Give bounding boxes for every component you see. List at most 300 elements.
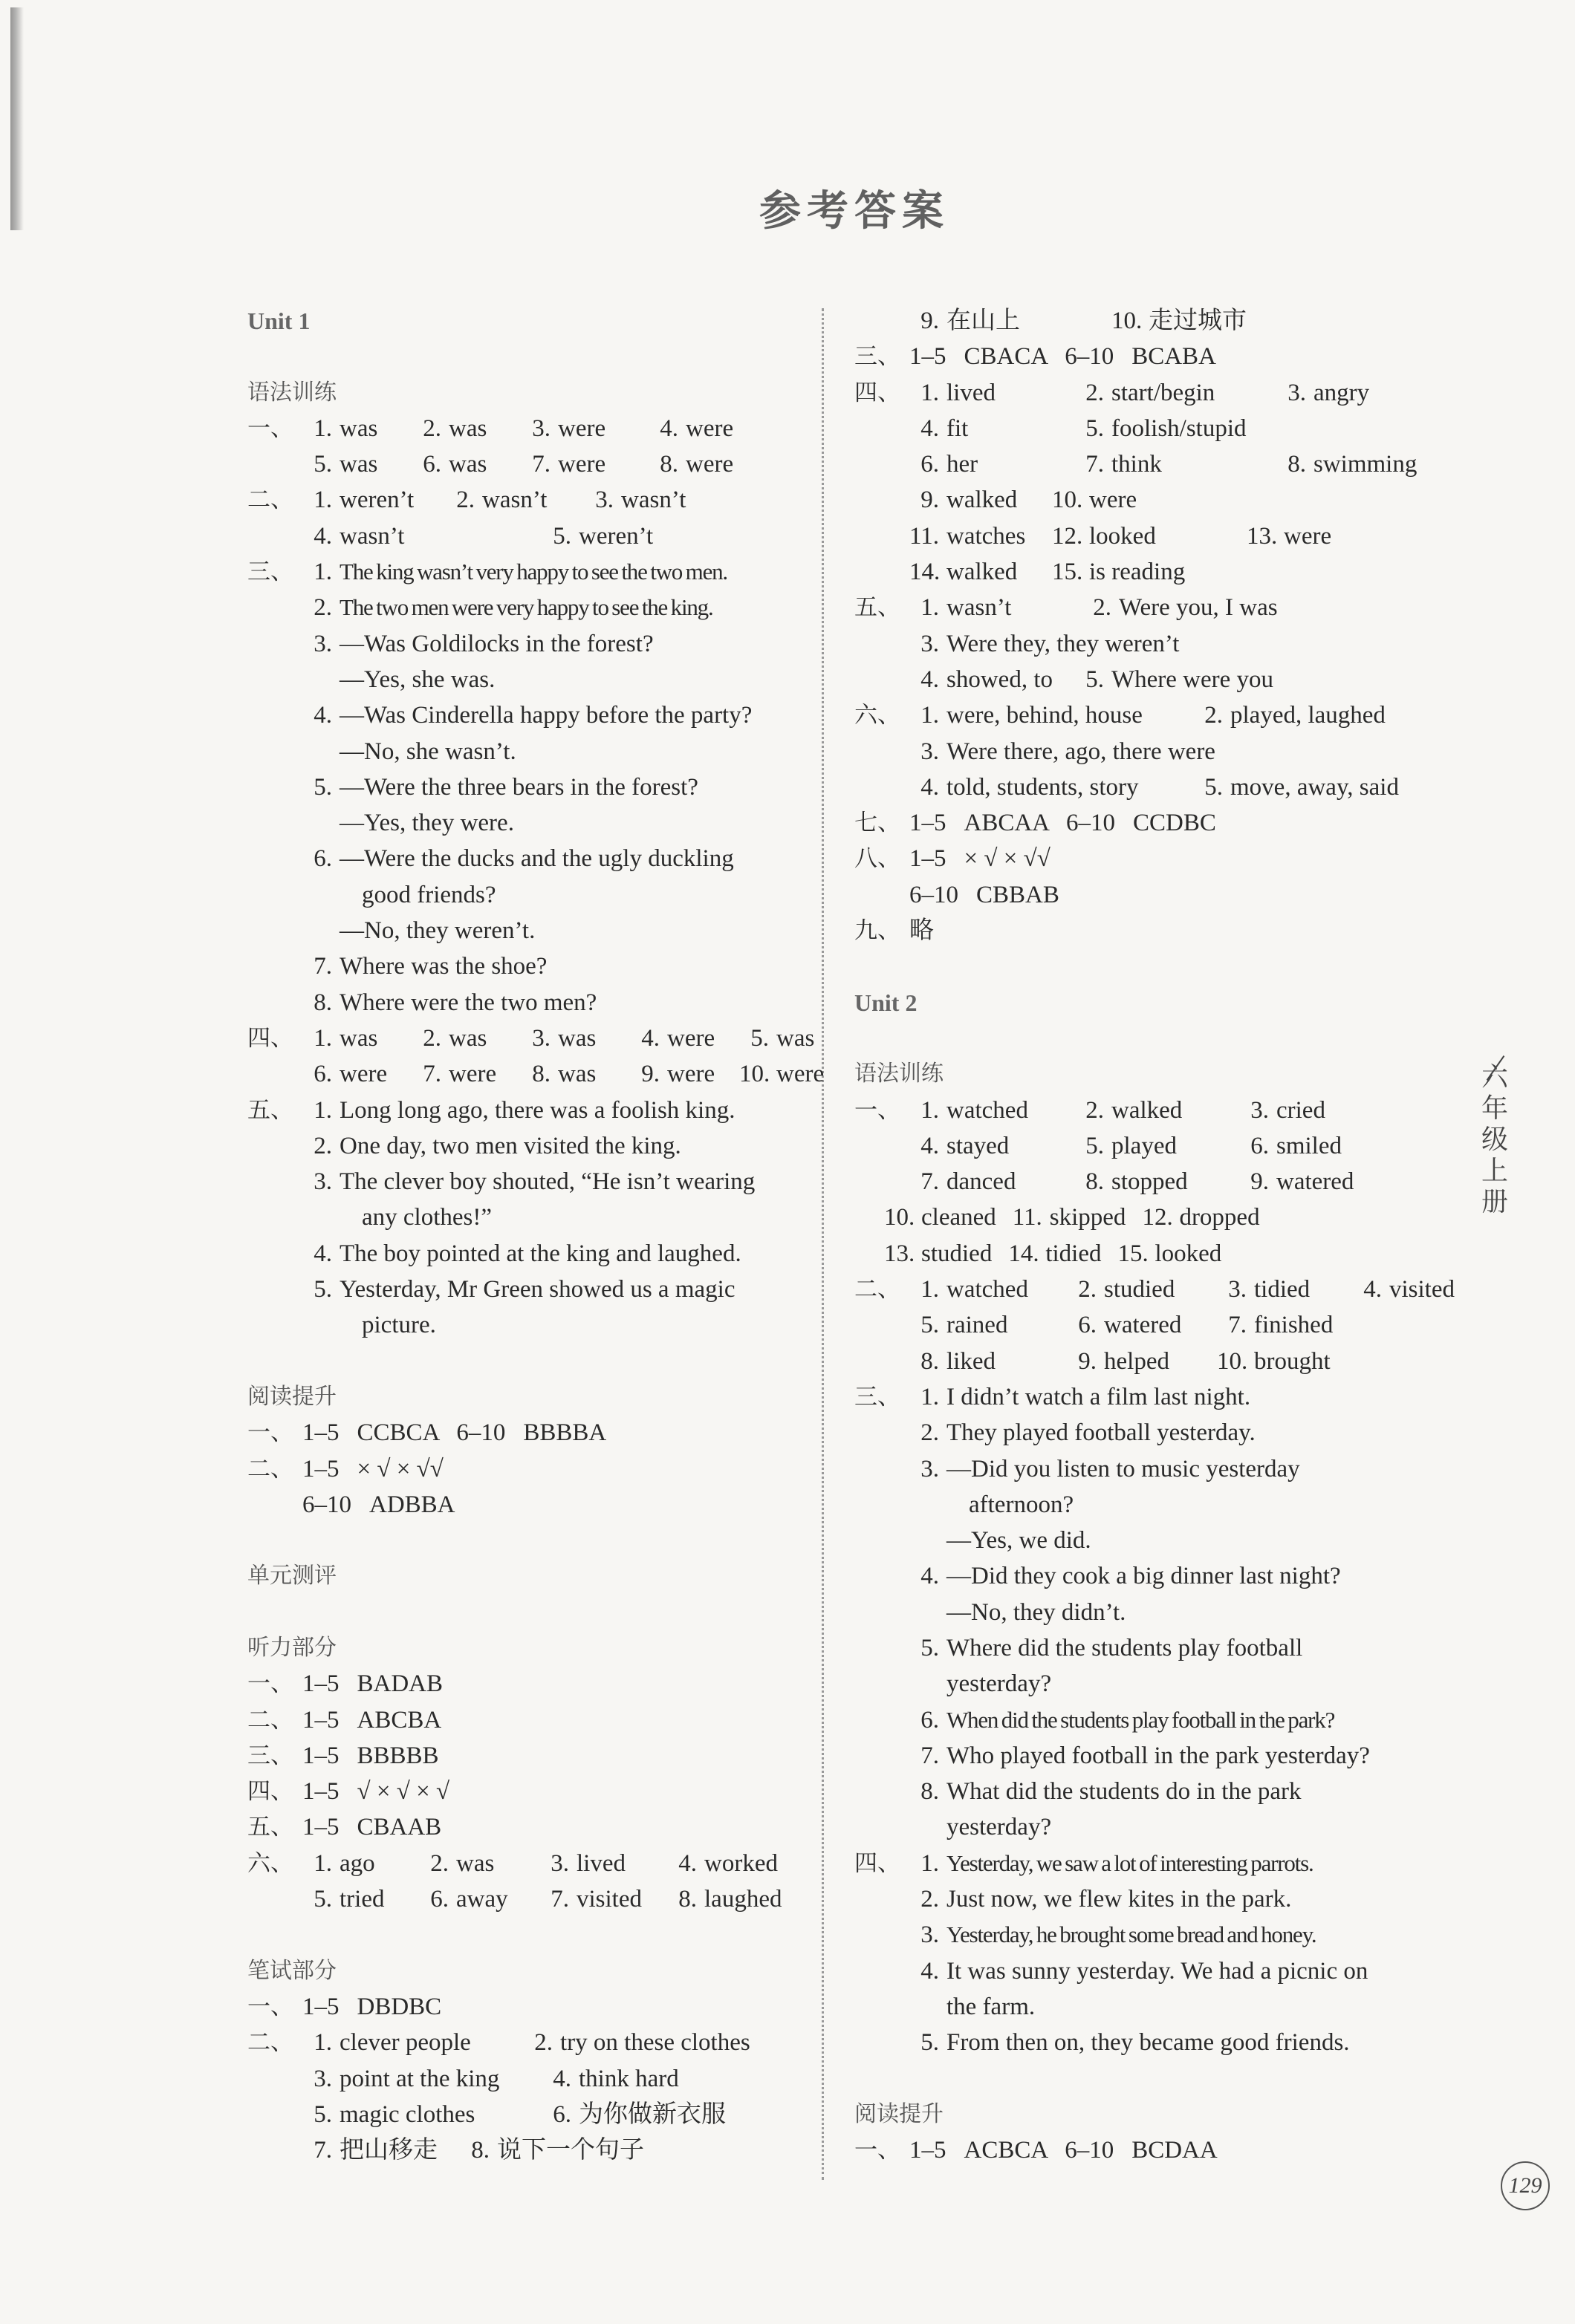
answer-text: stopped — [1111, 1168, 1188, 1196]
answer-line — [854, 1953, 1419, 1989]
answer-line — [854, 590, 1419, 625]
item-number: 5. — [314, 773, 332, 801]
answer-line — [247, 518, 812, 554]
answer-line — [854, 1236, 1419, 1272]
item-number: 1. — [314, 1024, 332, 1052]
answer-line — [247, 1774, 812, 1809]
item-number: 1–5 — [302, 1742, 340, 1769]
item-number: 3. — [314, 630, 332, 657]
item-number: 4. — [314, 1240, 332, 1267]
answer-text: weren’t — [340, 486, 415, 514]
item-number: 1. — [920, 1096, 939, 1124]
page-number: 129 — [1501, 2161, 1550, 2210]
answer-text: watered — [1104, 1312, 1182, 1339]
item-number: 1–5 — [302, 1419, 340, 1447]
section-heading: 阅读提升 — [854, 2100, 944, 2127]
item-number: 3. — [920, 630, 939, 657]
item-number: 4. — [553, 2065, 571, 2092]
answer-text: They played football yesterday. — [946, 1419, 1256, 1447]
answer-text: Yesterday, he brought some bread and honey. — [946, 1921, 1316, 1948]
item-number: 6–10 — [909, 881, 958, 908]
item-number: 10. — [884, 1204, 915, 1231]
answer-text: was — [449, 1024, 487, 1052]
answer-text: 走过城市 — [1149, 307, 1247, 334]
answer-text: wasn’t — [946, 594, 1012, 622]
item-number: 7. — [920, 1742, 939, 1769]
answer-line — [247, 841, 812, 876]
answer-line — [247, 1093, 812, 1128]
item-number: 6–10 — [1065, 343, 1114, 371]
item-number: 7. — [532, 451, 551, 478]
answer-text: From then on, they became good friends. — [946, 2029, 1350, 2057]
answer-line — [854, 339, 1419, 374]
answer-text: skipped — [1049, 1204, 1126, 1231]
answer-text: BADAB — [357, 1670, 444, 1698]
answer-text: studied — [921, 1240, 993, 1267]
answer-text: laughed — [704, 1886, 782, 1913]
answer-line — [247, 1881, 812, 1917]
answer-line: afternoon? — [969, 1491, 1074, 1518]
answer-line — [854, 1272, 1455, 1307]
answer-text: told, students, story — [946, 773, 1139, 801]
item-number: 7. — [423, 1061, 441, 1088]
item-number: 8. — [1085, 1168, 1104, 1196]
item-number: 4. — [920, 665, 939, 693]
answer-text: cleaned — [921, 1204, 996, 1231]
answer-text: were — [340, 1061, 388, 1088]
answer-line — [247, 1666, 812, 1702]
answer-text: CCBCA — [357, 1419, 441, 1447]
answer-text: Were there, ago, there were — [946, 738, 1215, 765]
answer-text: swimming — [1313, 451, 1418, 478]
answer-text: 说下一个句子 — [497, 2137, 644, 2164]
item-number: 6–10 — [302, 1491, 351, 1518]
item-number: 6. — [920, 451, 939, 478]
item-number: 2. — [1093, 594, 1111, 622]
answer-line — [247, 1451, 812, 1487]
item-number: 6. — [430, 1886, 449, 1913]
item-number: 15. — [1117, 1240, 1149, 1267]
answer-text: were, behind, house — [946, 702, 1143, 729]
answer-line — [854, 1451, 1419, 1487]
answer-line — [247, 482, 812, 518]
answer-text: watched — [946, 1096, 1028, 1124]
section-marker: 五、 — [247, 1814, 293, 1841]
item-number: 14. — [1008, 1240, 1039, 1267]
answer-line — [854, 303, 1419, 339]
section-heading: 语法训练 — [854, 1061, 944, 1087]
item-number: 1. — [920, 702, 939, 729]
section-heading: 听力部分 — [247, 1634, 337, 1661]
item-number: 13. — [1247, 522, 1278, 550]
answer-text: ABCBA — [357, 1706, 442, 1734]
item-number: 7. — [314, 953, 332, 980]
answer-text: think — [1111, 451, 1162, 478]
answer-text: —Were the ducks and the ugly duckling — [340, 845, 734, 873]
answer-text: away — [456, 1886, 508, 1913]
item-number: 3. — [532, 1024, 551, 1052]
answer-text: was — [449, 414, 487, 442]
answer-line — [854, 734, 1419, 769]
answer-line — [247, 1846, 812, 1881]
answer-text: point at the king — [340, 2065, 500, 2092]
section-marker: 六、 — [854, 702, 900, 729]
answer-text: were — [667, 1061, 715, 1088]
answer-line — [854, 2132, 1419, 2168]
item-number: 2. — [314, 594, 332, 622]
answer-line — [854, 1128, 1419, 1164]
item-number: 5. — [314, 2100, 332, 2128]
item-number: 4. — [920, 1563, 939, 1590]
answer-line — [854, 1917, 1419, 1953]
answer-line: —Yes, we did. — [946, 1527, 1091, 1555]
section-marker: 三、 — [247, 1742, 293, 1769]
item-number: 5. — [553, 522, 571, 550]
answer-text: was — [776, 1024, 815, 1052]
answer-text: studied — [1104, 1276, 1175, 1303]
item-number: 2. — [456, 486, 475, 514]
answer-line — [247, 1056, 825, 1092]
answer-text: was — [340, 1024, 378, 1052]
answer-line: —Yes, they were. — [340, 810, 514, 837]
answer-text: Just now, we flew kites in the park. — [946, 1886, 1292, 1913]
section-marker: 四、 — [854, 1849, 900, 1877]
item-number: 5. — [1204, 773, 1223, 801]
answer-text: —Were the three bears in the forest? — [340, 773, 698, 801]
answer-line — [247, 1487, 812, 1523]
item-number: 5. — [314, 1886, 332, 1913]
section-marker: 二、 — [247, 1706, 293, 1734]
column-divider — [822, 308, 824, 2180]
answer-line — [247, 1809, 812, 1845]
answer-text: cried — [1276, 1096, 1325, 1124]
answer-text: played — [1111, 1132, 1177, 1159]
answer-line — [247, 769, 812, 805]
answer-text: BBBBB — [357, 1742, 439, 1769]
answer-line: picture. — [362, 1312, 436, 1339]
page-title: 参考答案 — [759, 187, 949, 235]
item-number: 5. — [920, 1312, 939, 1339]
answer-text: BBBBA — [523, 1419, 607, 1447]
item-number: 9. — [1078, 1347, 1097, 1375]
item-number: 4. — [641, 1024, 660, 1052]
answer-text: —Was Goldilocks in the forest? — [340, 630, 654, 657]
item-number: 3. — [920, 738, 939, 765]
item-number: 3. — [551, 1849, 569, 1877]
answer-text: angry — [1313, 379, 1370, 406]
answer-text: tried — [340, 1886, 385, 1913]
item-number: 5. — [314, 1276, 332, 1303]
grade-label: 六年级上册 — [1481, 1062, 1508, 1217]
item-number: 1. — [314, 1096, 332, 1124]
answer-text: were — [667, 1024, 715, 1052]
answer-line — [247, 985, 812, 1021]
section-marker: 五、 — [247, 1096, 293, 1124]
item-number: 3. — [1228, 1276, 1247, 1303]
item-number: 3. — [314, 1168, 332, 1196]
item-number: 4. — [920, 414, 939, 442]
item-number: 5. — [1085, 665, 1104, 693]
item-number: 2. — [423, 414, 441, 442]
section-heading: 语法训练 — [247, 379, 337, 406]
answer-text: fit — [946, 414, 969, 442]
item-number: 4. — [660, 414, 678, 442]
answer-line — [247, 948, 812, 984]
answer-text: Were they, they weren’t — [946, 630, 1180, 657]
left-column — [247, 303, 825, 2168]
item-number: 6. — [1078, 1312, 1097, 1339]
answer-line — [854, 769, 1419, 805]
item-number: 8. — [660, 451, 678, 478]
item-number: 4. — [314, 522, 332, 550]
item-number: 7. — [920, 1168, 939, 1196]
section-marker: 八、 — [854, 845, 900, 873]
answer-text: start/begin — [1111, 379, 1215, 406]
answer-text: ACBCA — [964, 2137, 1049, 2164]
item-number: 6. — [314, 1061, 332, 1088]
answer-line — [854, 375, 1419, 411]
item-number: 2. — [1204, 702, 1223, 729]
answer-line — [247, 1272, 812, 1307]
section-marker: 四、 — [247, 1778, 293, 1806]
answer-text: move, away, said — [1230, 773, 1399, 801]
answer-text: ABCAA — [964, 810, 1050, 837]
item-number: 6. — [920, 1706, 939, 1734]
item-number: 5. — [314, 451, 332, 478]
answer-text: When did the students play football in the park? — [946, 1706, 1335, 1733]
section-marker: 一、 — [247, 1993, 293, 2020]
answer-line — [854, 2025, 1419, 2060]
answer-line — [247, 1021, 815, 1056]
answer-text: 为你做新衣服 — [579, 2100, 726, 2128]
answer-text: Long long ago, there was a foolish king. — [340, 1096, 735, 1124]
unit-heading: Unit 2 — [854, 989, 918, 1016]
answer-text: helped — [1104, 1347, 1169, 1375]
answer-text: BCDAA — [1131, 2137, 1218, 2164]
answer-text: foolish/stupid — [1111, 414, 1247, 442]
item-number: 1. — [314, 559, 332, 586]
item-number: 2. — [1085, 379, 1104, 406]
answer-text: were — [686, 451, 734, 478]
answer-line — [854, 446, 1419, 482]
item-number: 1. — [920, 1383, 939, 1410]
item-number: 10. — [1111, 307, 1143, 334]
answer-text: looked — [1089, 522, 1156, 550]
answer-text: —Did you listen to music yesterday — [946, 1455, 1300, 1482]
answer-text: magic clothes — [340, 2100, 475, 2128]
answer-text: I didn’t watch a film last night. — [946, 1383, 1251, 1410]
answer-text: showed, to — [946, 665, 1053, 693]
section-marker: 三、 — [854, 1383, 900, 1410]
answer-text: finished — [1254, 1312, 1334, 1339]
answer-line — [854, 913, 1419, 948]
item-number: 2. — [920, 1419, 939, 1447]
answer-line — [854, 662, 1419, 697]
item-number: 8. — [532, 1061, 551, 1088]
answer-text: wasn’t — [482, 486, 548, 514]
answer-text: stayed — [946, 1132, 1010, 1159]
answer-line — [854, 697, 1419, 733]
item-number: 1. — [314, 414, 332, 442]
answer-text: were — [558, 414, 606, 442]
answer-text: Where was the shoe? — [340, 953, 548, 980]
item-number: 1–5 — [302, 1455, 340, 1482]
answer-line — [247, 1415, 812, 1451]
section-heading: 单元测评 — [247, 1563, 337, 1589]
item-number: 2. — [920, 1886, 939, 1913]
answer-text: played, laughed — [1230, 702, 1386, 729]
section-marker: 六、 — [247, 1849, 293, 1877]
answer-text: —Was Cinderella happy before the party? — [340, 702, 753, 729]
answer-line — [854, 841, 1419, 876]
answer-line — [854, 1738, 1419, 1774]
answer-text: The boy pointed at the king and laughed. — [340, 1240, 741, 1267]
answer-text: walked — [1111, 1096, 1183, 1124]
section-marker: 一、 — [854, 2137, 900, 2164]
answer-line — [854, 518, 1419, 554]
item-number: 7. — [314, 2137, 332, 2164]
answer-line — [854, 1200, 1419, 1235]
item-number: 9. — [641, 1061, 660, 1088]
answer-text: CBAAB — [357, 1814, 442, 1841]
answer-text: dropped — [1179, 1204, 1260, 1231]
answer-text: 在山上 — [946, 307, 1020, 334]
answer-text: visited — [577, 1886, 642, 1913]
answer-text: Where were you — [1111, 665, 1274, 693]
item-number: 11. — [1012, 1204, 1042, 1231]
item-number: 3. — [920, 1921, 939, 1949]
answer-text: wasn’t — [340, 522, 405, 550]
item-number: 15. — [1052, 559, 1083, 586]
answer-line — [247, 2097, 812, 2132]
item-number: 8. — [314, 989, 332, 1016]
answer-text: DBDBC — [357, 1993, 442, 2020]
answer-line — [247, 1702, 812, 1738]
item-number: 1. — [314, 486, 332, 514]
item-number: 5. — [1085, 1132, 1104, 1159]
answer-line — [247, 1738, 812, 1774]
answer-text: think hard — [579, 2065, 679, 2092]
answer-line — [854, 1702, 1419, 1738]
item-number: 2. — [314, 1132, 332, 1159]
answer-text: × √ × √√ — [357, 1455, 444, 1482]
answer-line — [247, 411, 812, 446]
section-marker: 九、 — [854, 917, 900, 945]
item-number: 1–5 — [302, 1670, 340, 1698]
answer-line — [247, 1236, 812, 1272]
answer-text: was — [449, 451, 487, 478]
answer-line — [247, 590, 812, 625]
answer-line — [854, 1415, 1419, 1451]
answer-line — [247, 554, 812, 590]
answer-text: What did the students do in the park — [946, 1778, 1302, 1806]
answer-line — [854, 411, 1419, 446]
answer-line: any clothes!” — [362, 1204, 493, 1231]
item-number: 5. — [920, 1634, 939, 1661]
item-number: 3. — [1287, 379, 1306, 406]
answer-text: watches — [946, 522, 1026, 550]
item-number: 5. — [1085, 414, 1104, 442]
answer-text: looked — [1155, 1240, 1222, 1267]
item-number: 6–10 — [456, 1419, 506, 1447]
answer-text: √ × √ × √ — [357, 1778, 450, 1806]
answer-line — [854, 482, 1419, 518]
answer-line — [854, 805, 1419, 841]
item-number: 8. — [920, 1778, 939, 1806]
item-number: 1–5 — [302, 1778, 340, 1806]
answer-text: was — [456, 1849, 495, 1877]
answer-text: 略 — [909, 917, 934, 945]
item-number: 1. — [314, 1849, 332, 1877]
item-number: 14. — [909, 559, 941, 586]
answer-line — [247, 1989, 812, 2025]
item-number: 4. — [314, 702, 332, 729]
answer-line: the farm. — [946, 1993, 1036, 2020]
item-number: 7. — [551, 1886, 569, 1913]
section-marker: 一、 — [854, 1096, 900, 1124]
answer-text: CBACA — [964, 343, 1049, 371]
item-number: 10. — [739, 1061, 770, 1088]
answer-text: The clever boy shouted, “He isn’t wearing — [340, 1168, 756, 1196]
answer-text: One day, two men visited the king. — [340, 1132, 681, 1159]
answer-text: CCDBC — [1133, 810, 1216, 837]
answer-text: wasn’t — [621, 486, 686, 514]
item-number: 1–5 — [302, 1993, 340, 2020]
item-number: 7. — [1228, 1312, 1247, 1339]
answer-line — [247, 626, 812, 662]
answer-text: was — [340, 414, 378, 442]
answer-line — [854, 877, 1419, 913]
section-marker: 三、 — [854, 343, 900, 371]
answer-line — [247, 2025, 812, 2060]
item-number: 2. — [430, 1849, 449, 1877]
answer-text: ago — [340, 1849, 375, 1877]
answer-text: lived — [577, 1849, 626, 1877]
section-marker: 二、 — [247, 486, 293, 514]
item-number: 1–5 — [909, 343, 946, 371]
item-number: 1–5 — [909, 810, 946, 837]
right-column — [854, 303, 1455, 2168]
item-number: 13. — [884, 1240, 915, 1267]
section-marker: 二、 — [247, 2029, 293, 2057]
unit-heading: Unit 1 — [247, 307, 311, 334]
section-heading: 阅读提升 — [247, 1383, 337, 1410]
answer-text: walked — [946, 486, 1018, 514]
item-number: 10. — [1217, 1347, 1248, 1375]
answer-text: rained — [946, 1312, 1008, 1339]
section-marker: 一、 — [247, 1670, 293, 1698]
answer-line — [854, 554, 1419, 590]
section-marker: 七、 — [854, 810, 900, 837]
answer-text: The two men were very happy to see the king. — [340, 594, 713, 621]
item-number: 8. — [1287, 451, 1306, 478]
answer-text: try on these clothes — [560, 2029, 750, 2057]
item-number: 1. — [920, 379, 939, 406]
item-number: 4. — [678, 1849, 697, 1877]
answer-text: lived — [946, 379, 996, 406]
answer-text: was — [340, 451, 378, 478]
item-number: 12. — [1052, 522, 1083, 550]
item-number: 1. — [920, 1849, 939, 1877]
item-number: 9. — [1250, 1168, 1269, 1196]
item-number: 3. — [532, 414, 551, 442]
item-number: 1–5 — [302, 1706, 340, 1734]
item-number: 6. — [314, 845, 332, 873]
answer-text: smiled — [1276, 1132, 1342, 1159]
section-marker: 三、 — [247, 559, 293, 586]
answer-text: Where were the two men? — [340, 989, 597, 1016]
item-number: 3. — [920, 1455, 939, 1482]
